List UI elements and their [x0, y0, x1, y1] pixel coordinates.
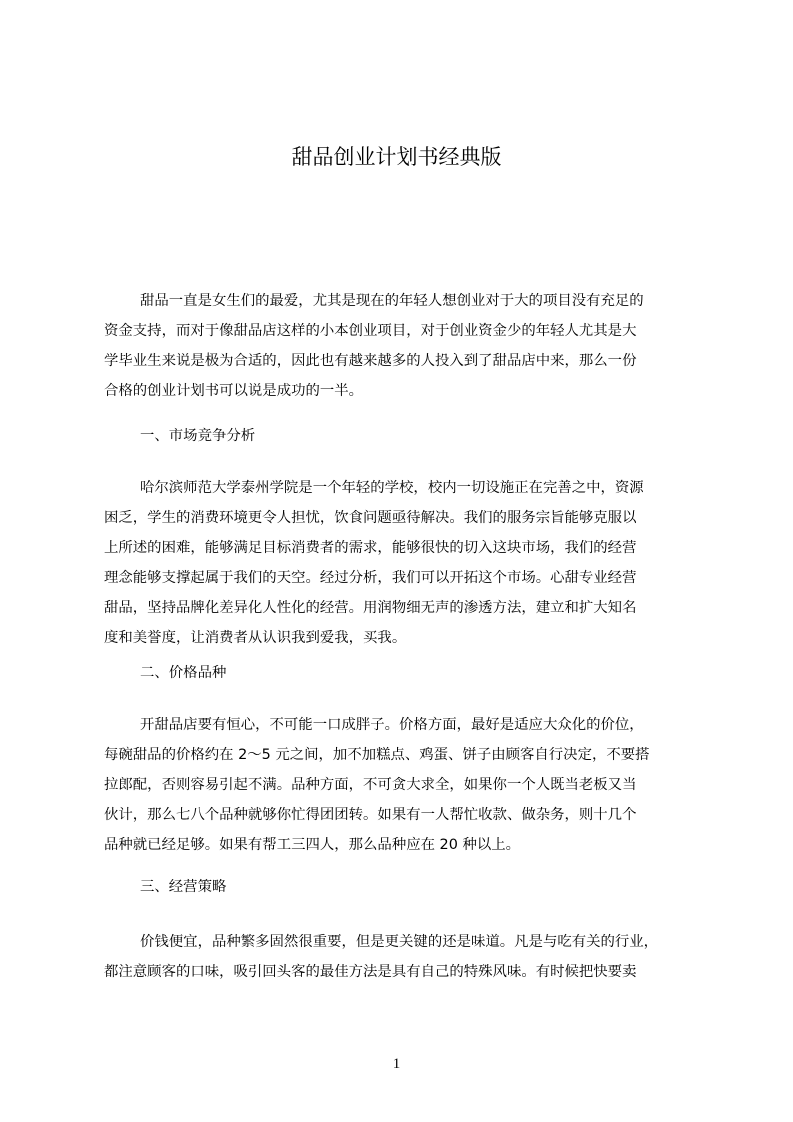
paragraph-line: 资金支持，而对于像甜品店这样的小本创业项目，对于创业资金少的年轻人尤其是大 — [104, 323, 637, 339]
section-paragraph-price-variety — [104, 710, 698, 860]
paragraph-line: 合格的创业计划书可以说是成功的一半。 — [104, 383, 364, 399]
section-heading-market-analysis: 一、市场竞争分析 — [140, 428, 256, 444]
section-heading-strategy: 三、经营策略 — [140, 879, 227, 895]
paragraph-line: 上所述的困难，能够满足目标消费者的需求，能够很快的切入这块市场，我们的经营 — [104, 540, 637, 556]
paragraph-line: 品种就已经足够。如果有帮工三四人，那么品种应在 20 种以上。 — [104, 837, 521, 853]
paragraph-line: 伙计，那么七八个品种就够你忙得团团转。如果有一人帮忙收款、做杂务，则十几个 — [104, 807, 637, 823]
paragraph-line: 困乏，学生的消费环境更令人担忧，饮食问题亟待解决。我们的服务宗旨能够克服以 — [104, 510, 637, 526]
paragraph-line: 理念能够支撑起属于我们的天空。经过分析，我们可以开拓这个市场。心甜专业经营 — [104, 570, 637, 586]
paragraph-line: 哈尔滨师范大学泰州学院是一个年轻的学校，校内一切设施正在完善之中，资源 — [140, 480, 644, 496]
paragraph-line: 甜品一直是女生们的最爱，尤其是现在的年轻人想创业对于大的项目没有充足的 — [140, 293, 644, 309]
paragraph-line: 都注意顾客的口味，吸引回头客的最佳方法是具有自己的特殊风味。有时候把快要卖 — [104, 964, 637, 980]
section-heading-price-variety: 二、价格品种 — [140, 665, 227, 681]
paragraph-line: 度和美誉度，让消费者从认识我到爱我，买我。 — [104, 630, 407, 646]
paragraph-line: 拉郎配，否则容易引起不满。品种方面，不可贪大求全，如果你一个人既当老板又当 — [104, 777, 637, 793]
document-title: 甜品创业计划书经典版 — [291, 145, 502, 169]
paragraph-line: 价钱便宜，品种繁多固然很重要，但是更关键的还是味道。凡是与吃有关的行业， — [140, 934, 659, 950]
paragraph-line: 学毕业生来说是极为合适的，因此也有越来越多的人投入到了甜品店中来，那么一份 — [104, 353, 637, 369]
section-paragraph-strategy — [104, 927, 698, 987]
intro-paragraph — [104, 286, 698, 406]
paragraph-line: 开甜品店要有恒心，不可能一口成胖子。价格方面，最好是适应大众化的价位， — [140, 717, 644, 733]
section-paragraph-market-analysis — [104, 473, 698, 653]
paragraph-line: 甜品，坚持品牌化差异化人性化的经营。用润物细无声的渗透方法，建立和扩大知名 — [104, 600, 637, 616]
page-number: 1 — [392, 1056, 401, 1072]
paragraph-line: 每碗甜品的价格约在 2～5 元之间，加不加糕点、鸡蛋、饼子由顾客自行决定，不要搭 — [104, 747, 650, 763]
